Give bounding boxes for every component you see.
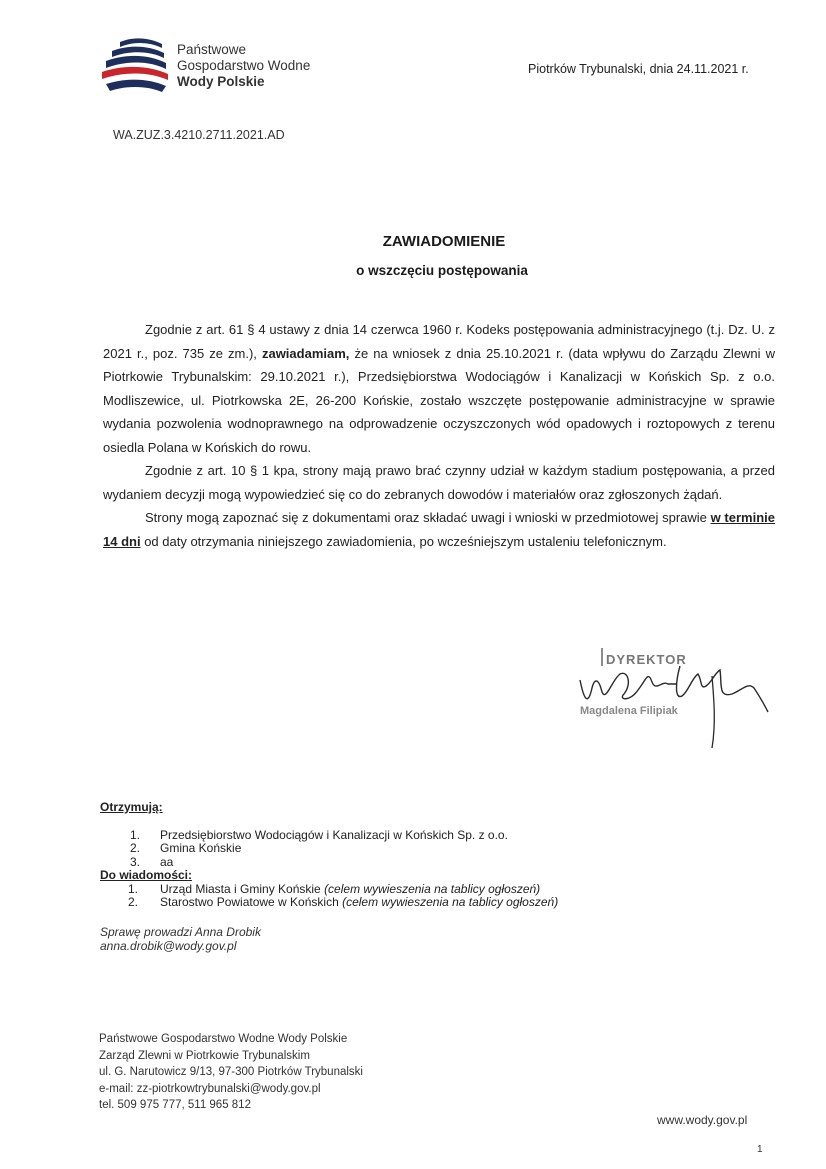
paragraph-1 — [103, 318, 775, 459]
logo-wordmark — [177, 42, 310, 90]
p1-text-a: Zgodnie z art. 61 § 4 ustawy z dnia 14 czerwca 1960 r. Kodeks postępowania administracyjnego (t.j. Dz. U. z 2021 r., poz. 735 ze zm.), — [103, 322, 775, 361]
list-item: 2. Starostwo Powiatowe w Końskich (celem wywieszenia na tablicy ogłoszeń) — [128, 895, 559, 909]
case-handler — [100, 925, 261, 953]
list-item: 1. Urząd Miasta i Gminy Końskie (celem wywieszenia na tablicy ogłoszeń) — [128, 881, 541, 896]
logo-line-2: Gospodarstwo Wodne — [177, 58, 311, 73]
case-reference: WA.ZUZ.3.4210.2711.2021.AD — [113, 128, 285, 142]
wave-logo-icon — [100, 34, 172, 98]
footer-email: e-mail: zz-piotrkowtrybunalski@wody.gov.pl — [99, 1082, 321, 1095]
list-item: 1. Przedsiębiorstwo Wodociągów i Kanalizacji w Końskich Sp. z o.o. — [130, 827, 508, 842]
recipients-list — [100, 829, 558, 870]
footer-address — [99, 1031, 363, 1114]
distribution-list — [100, 801, 558, 910]
footer-phone: tel. 509 975 777, 511 965 812 — [99, 1099, 251, 1111]
paragraph-3 — [103, 506, 775, 553]
signature-stamp — [572, 640, 772, 755]
title-sub: o wszczęciu postępowania — [356, 263, 528, 278]
logo-line-1: Państwowe — [177, 42, 247, 57]
page-number: 1 — [757, 1144, 763, 1155]
footer-street: ul. G. Narutowicz 9/13, 97-300 Piotrków Trybunalski — [99, 1066, 363, 1078]
stamp-name: Magdalena Filipiak — [580, 705, 678, 717]
website-link: www.wody.gov.pl — [657, 1113, 748, 1127]
wody-polskie-logo — [100, 34, 340, 104]
handler-name: Sprawę prowadzi Anna Drobik — [100, 925, 261, 939]
footer-org: Państwowe Gospodarstwo Wodne Wody Polskie — [99, 1033, 348, 1045]
list-item: 2. Gmina Końskie — [130, 841, 242, 855]
cc-header: Do wiadomości: — [100, 868, 193, 882]
paragraph-2: Zgodnie z art. 10 § 1 kpa, strony mają prawo brać czynny udział w każdym stadium postępowania, a przed wydaniem decyzji mogą wypowiedzieć się co do zebranych dowodów i materiałów oraz zgłoszonych żądań. — [103, 463, 775, 502]
list-item: 3. aa — [130, 854, 174, 869]
footer-unit: Zarząd Zlewni w Piotrkowie Trybunalskim — [99, 1049, 310, 1062]
stamp-title: DYREKTOR — [606, 652, 687, 667]
title-main: ZAWIADOMIENIE — [382, 233, 506, 250]
place-and-date: Piotrków Trybunalski, dnia 24.11.2021 r. — [528, 62, 749, 76]
recipients-header: Otrzymują: — [100, 800, 163, 814]
document-body — [103, 318, 775, 553]
handler-email: anna.drobik@wody.gov.pl — [100, 939, 237, 953]
cc-list — [100, 883, 558, 910]
p1-text-b: że na wniosek z dnia 25.10.2021 r. (data wpływu do Zarządu Zlewni w Piotrkowie Trybunalskim: 29.10.2021 r.), Przedsiębiorstwa Wodociągów i Kanalizacji w Końskich Sp. z o.o. Modliszewice, ul. Piotrkowska 2E, 26-200 Końskie, zostało wszczęte postępowanie administracyjne w sprawie wydania pozwolenia wodnoprawnego na odprowadzenie oczyszczonych wód opadowych i roztopowych z terenu osiedla Polana w Końskich do rowu. — [103, 345, 775, 455]
logo-line-3: Wody Polskie — [177, 74, 265, 89]
document-title — [0, 233, 826, 278]
p3-deadline: w terminie 14 dni — [103, 510, 775, 549]
p3-text-b: od daty otrzymania niniejszego zawiadomienia, po wcześniejszym ustaleniu telefonicznym. — [140, 533, 667, 549]
p3-text-a: Strony mogą zapoznać się z dokumentami oraz składać uwagi i wnioski w przedmiotowej sprawie — [145, 510, 711, 525]
p1-bold: zawiadamiam, — [261, 345, 350, 361]
signature-icon — [572, 640, 772, 755]
